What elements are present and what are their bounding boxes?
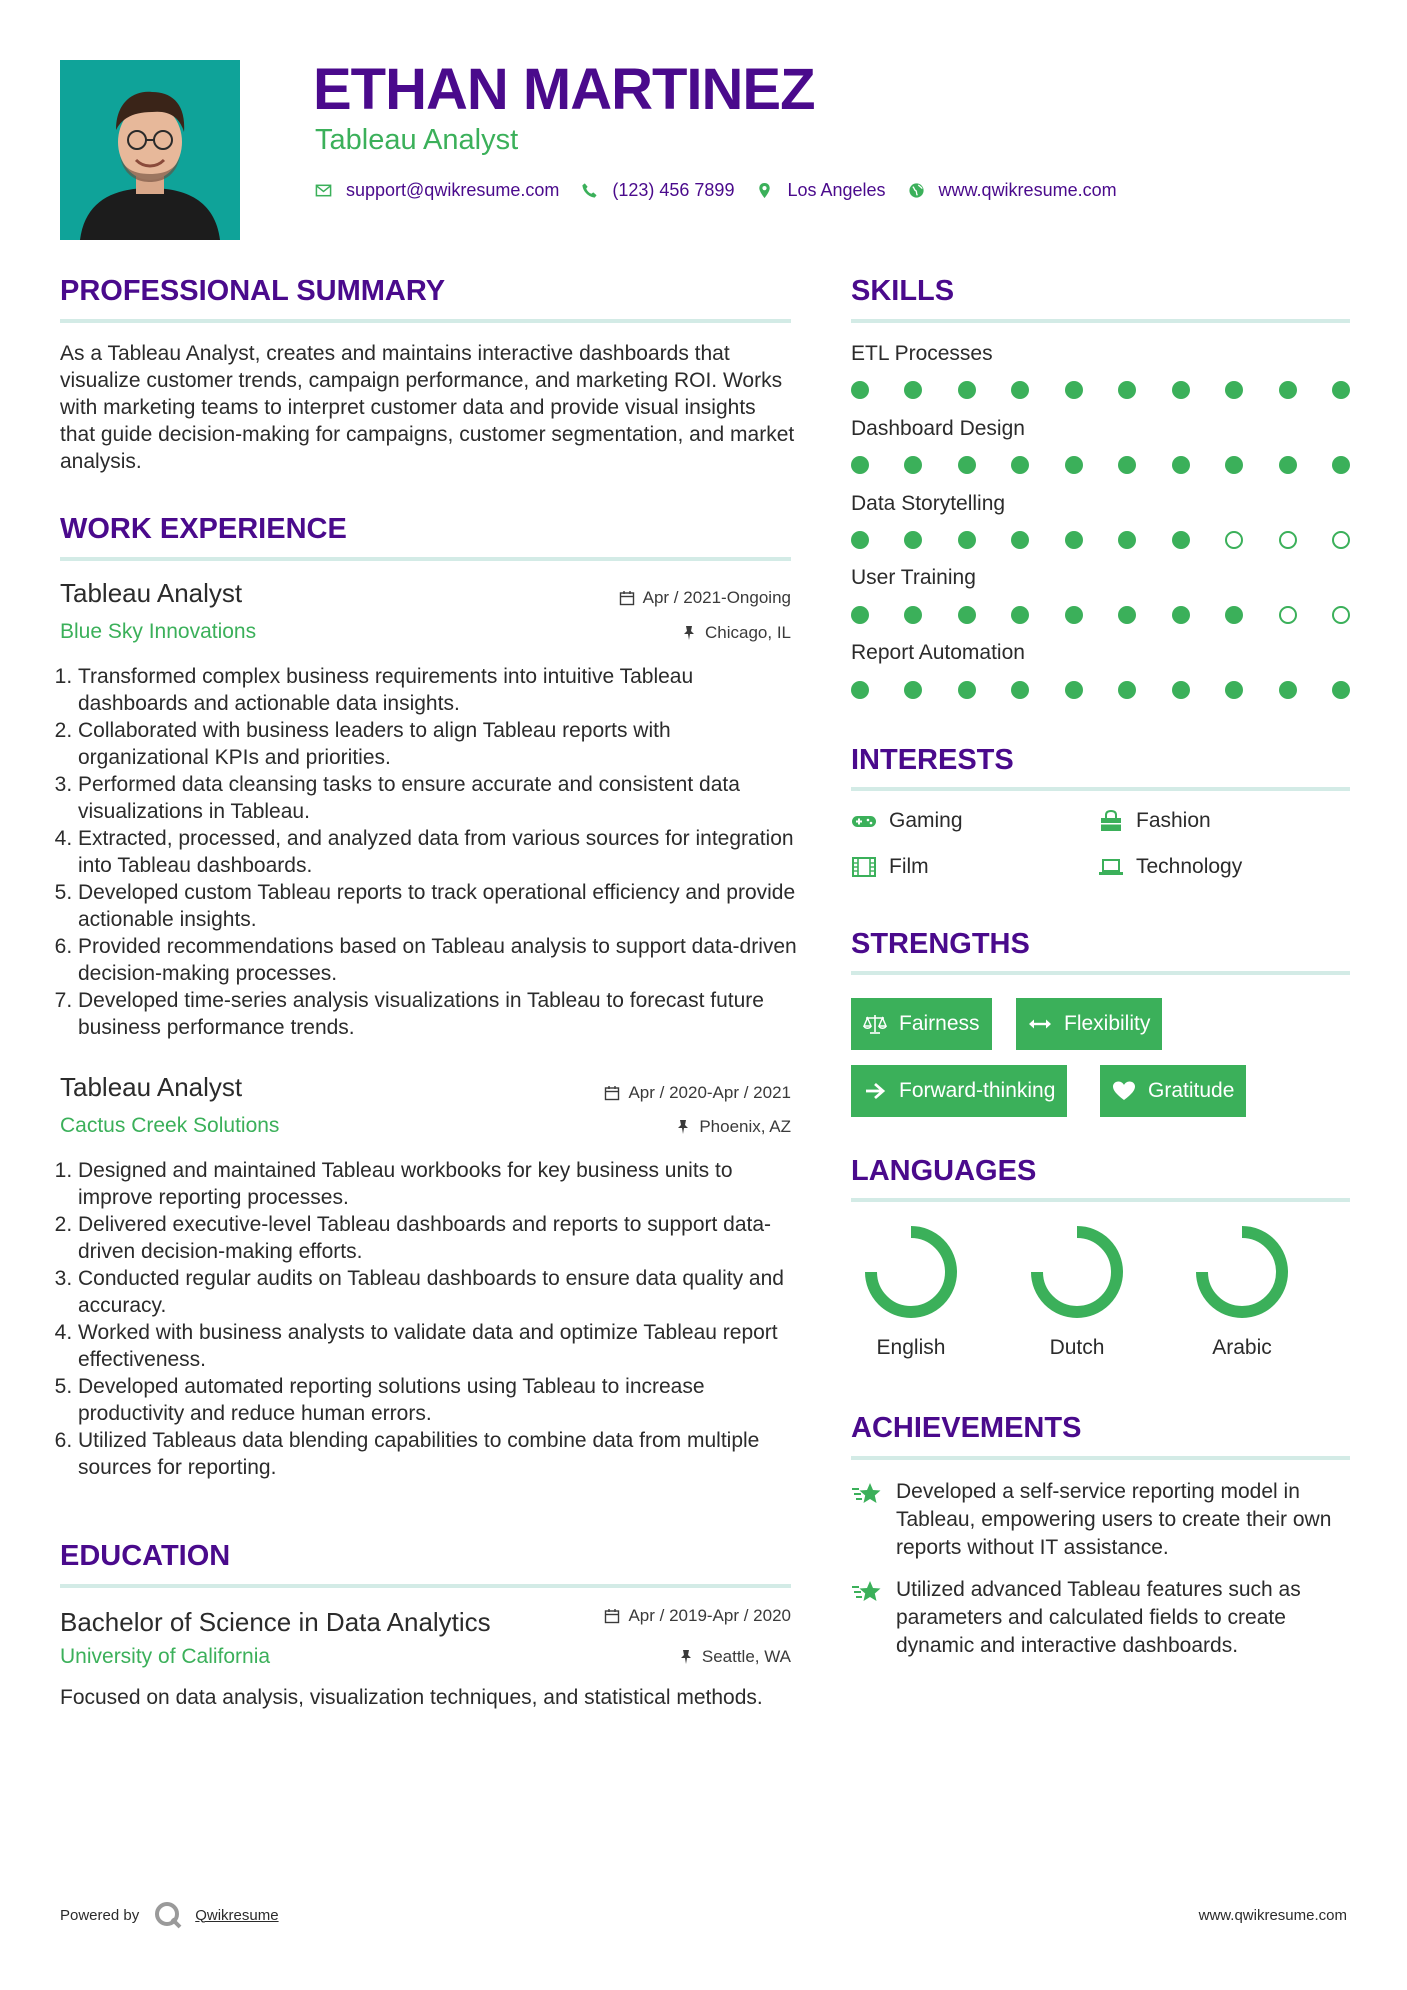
skill-dot-filled — [904, 606, 922, 624]
education-location-text: Seattle, WA — [701, 1647, 791, 1666]
experience-heading: WORK EXPERIENCE — [60, 513, 347, 545]
language-name: Arabic — [1212, 1336, 1272, 1359]
skill-dot-filled — [1011, 681, 1029, 699]
job-1-location — [681, 623, 791, 643]
education-description: Focused on data analysis, visualization techniques, and statistical methods. — [60, 1686, 763, 1709]
skill-dot-filled — [1011, 381, 1029, 399]
language-english — [851, 1223, 971, 1360]
globe-icon — [908, 182, 925, 199]
list-item: 3. Conducted regular audits on Tableau dashboards to ensure data quality and accuracy. — [78, 1265, 798, 1319]
skill-dot-filled — [1065, 531, 1083, 549]
phone-text: (123) 456 7899 — [612, 179, 735, 200]
skill-3-rating — [851, 531, 1350, 551]
star-icon — [851, 1480, 883, 1508]
achievement-text: Utilized advanced Tableau features such as parameters and calculated fields to create dynamic and interactive dashboards. — [896, 1578, 1301, 1657]
list-item: 6. Utilized Tableaus data blending capabilities to combine data from multiple sources for reporting. — [78, 1427, 798, 1481]
proficiency-ring — [1193, 1223, 1291, 1321]
skill-dot-empty — [1332, 606, 1350, 624]
film-icon — [851, 856, 877, 878]
skill-dot-filled — [1172, 381, 1190, 399]
list-item: 6. Provided recommendations based on Tableau analysis to support data-driven decision-making processes. — [78, 933, 798, 987]
skill-dot-filled — [851, 456, 869, 474]
interest-technology — [1098, 855, 1242, 879]
list-item: 5. Developed automated reporting solutions using Tableau to increase productivity and reduce human errors. — [78, 1373, 798, 1427]
interest-label: Fashion — [1136, 809, 1211, 832]
pin-icon — [681, 625, 697, 641]
shopping-bag-icon — [1098, 810, 1124, 832]
skill-dot-filled — [1011, 606, 1029, 624]
skill-5-name: Report Automation — [851, 641, 1025, 664]
skill-dot-filled — [851, 381, 869, 399]
job-2-location — [675, 1117, 791, 1137]
skill-dot-filled — [851, 531, 869, 549]
profile-photo — [60, 60, 240, 240]
skill-dot-filled — [851, 606, 869, 624]
skill-dot-filled — [1332, 681, 1350, 699]
footer-website[interactable]: www.qwikresume.com — [1198, 1907, 1347, 1924]
skill-dot-filled — [1011, 456, 1029, 474]
gamepad-icon — [851, 810, 877, 832]
arrow-right-icon — [863, 1080, 887, 1102]
website-text: www.qwikresume.com — [938, 179, 1117, 200]
skill-dot-filled — [1118, 456, 1136, 474]
interest-label: Technology — [1136, 855, 1243, 878]
job-1-company: Blue Sky Innovations — [60, 620, 257, 643]
achievement-text: Developed a self-service reporting model in Tableau, empowering users to create their own reports without IT assistance. — [896, 1480, 1332, 1559]
education-divider — [60, 1584, 791, 1588]
skill-dot-filled — [1118, 681, 1136, 699]
skill-dot-filled — [904, 681, 922, 699]
experience-divider — [60, 557, 791, 561]
language-name: Dutch — [1049, 1336, 1105, 1359]
job-2-dates — [604, 1083, 791, 1103]
skill-dot-filled — [1172, 681, 1190, 699]
heart-icon — [1112, 1080, 1136, 1102]
skill-dot-filled — [1279, 681, 1297, 699]
pin-icon — [678, 1649, 694, 1665]
list-item: 1. Designed and maintained Tableau workbooks for key business units to improve reporting processes. — [78, 1157, 798, 1211]
skill-dot-filled — [1279, 456, 1297, 474]
qwikresume-link[interactable]: Qwikresume — [195, 1906, 279, 1924]
laptop-icon — [1098, 856, 1124, 878]
skill-dot-filled — [1172, 606, 1190, 624]
list-item: 3. Performed data cleansing tasks to ensure accurate and consistent data visualizations in Tableau. — [78, 771, 798, 825]
language-name: English — [876, 1336, 946, 1359]
list-item: 4. Worked with business analysts to validate data and optimize Tableau report effectiveness. — [78, 1319, 798, 1373]
interest-label: Gaming — [889, 809, 963, 832]
candidate-name: ETHAN MARTINEZ — [313, 57, 815, 122]
skill-dot-empty — [1225, 531, 1243, 549]
skill-dot-filled — [1118, 531, 1136, 549]
skill-dot-empty — [1332, 531, 1350, 549]
skill-dot-filled — [904, 381, 922, 399]
strength-forward-thinking — [851, 1065, 1067, 1117]
strength-label: Flexibility — [1064, 1012, 1151, 1035]
skill-dot-filled — [1279, 381, 1297, 399]
qwikresume-logo-icon — [153, 1900, 183, 1930]
skill-dot-filled — [1118, 606, 1136, 624]
strengths-heading: STRENGTHS — [851, 928, 1030, 960]
envelope-icon — [315, 182, 332, 199]
summary-text: As a Tableau Analyst, creates and maintains interactive dashboards that visualize customer trends, campaign performance, and marketing ROI. Works with marketing teams to interpret customer data and provide visual insights that guide decision-making for campaigns, customer segmentation, and market analysis. — [60, 342, 795, 473]
achievements-heading: ACHIEVEMENTS — [851, 1412, 1082, 1444]
strength-label: Gratitude — [1148, 1079, 1235, 1102]
education-location — [678, 1647, 791, 1667]
contact-location — [756, 180, 885, 201]
list-item: 1. Transformed complex business requirements into intuitive Tableau dashboards and actionable data insights. — [78, 663, 798, 717]
skill-dot-filled — [1332, 381, 1350, 399]
job-1-dates — [619, 588, 791, 608]
strength-flexibility — [1016, 998, 1162, 1050]
contact-bar — [315, 178, 1139, 202]
list-item: 2. Delivered executive-level Tableau dashboards and reports to support data-driven decision-making efforts. — [78, 1211, 798, 1265]
star-icon — [851, 1578, 883, 1606]
skill-2-name: Dashboard Design — [851, 417, 1025, 440]
skill-dot-filled — [1065, 456, 1083, 474]
skill-dot-filled — [958, 381, 976, 399]
proficiency-arc — [1202, 1232, 1282, 1312]
skill-dot-filled — [958, 681, 976, 699]
skill-dot-filled — [1225, 606, 1243, 624]
skill-4-rating — [851, 606, 1350, 626]
powered-by-text: Powered by — [60, 1906, 140, 1924]
skill-4-name: User Training — [851, 566, 976, 589]
skill-dot-filled — [1225, 381, 1243, 399]
skills-divider — [851, 319, 1350, 323]
skill-1-rating — [851, 381, 1350, 401]
email-text: support@qwikresume.com — [346, 179, 560, 200]
languages-divider — [851, 1198, 1350, 1202]
job-1-dates-text: Apr / 2021-Ongoing — [642, 588, 791, 607]
achievements-divider — [851, 1456, 1350, 1460]
proficiency-arc — [871, 1232, 951, 1312]
achievement-2 — [851, 1576, 1351, 1660]
skill-5-rating — [851, 681, 1350, 701]
list-item: 7. Developed time-series analysis visualizations in Tableau to forecast future business performance trends. — [78, 987, 798, 1041]
skill-dot-filled — [958, 606, 976, 624]
list-item: 2. Collaborated with business leaders to align Tableau reports with organizational KPIs and priorities. — [78, 717, 798, 771]
proficiency-ring — [862, 1223, 960, 1321]
interest-label: Film — [889, 855, 929, 878]
education-dates — [604, 1606, 791, 1626]
list-item: 4. Extracted, processed, and analyzed data from various sources for integration into Tableau dashboards. — [78, 825, 798, 879]
contact-email[interactable] — [315, 180, 559, 201]
skill-dot-filled — [1065, 681, 1083, 699]
summary-divider — [60, 319, 791, 323]
job-2-company: Cactus Creek Solutions — [60, 1114, 280, 1137]
calendar-icon — [619, 590, 635, 606]
contact-phone[interactable] — [581, 180, 734, 201]
interest-fashion — [1098, 809, 1211, 833]
location-text: Los Angeles — [787, 179, 886, 200]
language-arabic — [1182, 1223, 1302, 1360]
job-2-dates-text: Apr / 2020-Apr / 2021 — [628, 1083, 791, 1102]
achievement-1 — [851, 1478, 1351, 1562]
skill-3-name: Data Storytelling — [851, 492, 1006, 515]
skill-dot-filled — [1172, 456, 1190, 474]
proficiency-ring — [1028, 1223, 1126, 1321]
skill-dot-filled — [851, 681, 869, 699]
interest-gaming — [851, 809, 963, 833]
language-dutch — [1017, 1223, 1137, 1360]
skill-dot-filled — [958, 531, 976, 549]
degree-title: Bachelor of Science in Data Analytics — [60, 1607, 491, 1637]
education-dates-text: Apr / 2019-Apr / 2020 — [628, 1606, 791, 1625]
skill-dot-filled — [1065, 381, 1083, 399]
job-1-title: Tableau Analyst — [60, 578, 243, 608]
strength-fairness — [851, 998, 992, 1050]
school-name: University of California — [60, 1645, 271, 1668]
strength-label: Forward-thinking — [899, 1079, 1056, 1102]
job-2-responsibilities — [60, 1157, 798, 1481]
skill-dot-filled — [1065, 606, 1083, 624]
job-2-location-text: Phoenix, AZ — [699, 1117, 791, 1136]
strength-gratitude — [1100, 1065, 1246, 1117]
skill-dot-filled — [1118, 381, 1136, 399]
calendar-icon — [604, 1608, 620, 1624]
languages-heading: LANGUAGES — [851, 1155, 1037, 1187]
contact-website[interactable] — [908, 180, 1117, 201]
arrows-horizontal-icon — [1028, 1013, 1052, 1035]
list-item: 5. Developed custom Tableau reports to track operational efficiency and provide actionable insights. — [78, 879, 798, 933]
skill-dot-empty — [1279, 531, 1297, 549]
skill-dot-filled — [904, 456, 922, 474]
skill-dot-filled — [958, 456, 976, 474]
map-marker-icon — [756, 182, 773, 199]
skill-dot-filled — [904, 531, 922, 549]
skill-dot-filled — [1332, 456, 1350, 474]
pin-icon — [675, 1119, 691, 1135]
job-1-responsibilities — [60, 663, 798, 1041]
interests-divider — [851, 787, 1350, 791]
education-heading: EDUCATION — [60, 1540, 231, 1572]
summary-heading: PROFESSIONAL SUMMARY — [60, 275, 446, 307]
footer-powered-by — [60, 1900, 279, 1930]
job-2-title: Tableau Analyst — [60, 1072, 243, 1102]
skill-dot-filled — [1225, 456, 1243, 474]
skills-heading: SKILLS — [851, 275, 955, 307]
calendar-icon — [604, 1085, 620, 1101]
skill-dot-filled — [1172, 531, 1190, 549]
skill-dot-filled — [1225, 681, 1243, 699]
job-1-location-text: Chicago, IL — [705, 623, 791, 642]
skill-dot-filled — [1011, 531, 1029, 549]
phone-icon — [581, 182, 598, 199]
skill-dot-empty — [1279, 606, 1297, 624]
strengths-divider — [851, 971, 1350, 975]
interest-film — [851, 855, 929, 879]
skill-1-name: ETL Processes — [851, 342, 993, 365]
interests-heading: INTERESTS — [851, 744, 1014, 776]
balance-scale-icon — [863, 1013, 887, 1035]
proficiency-arc — [1037, 1232, 1117, 1312]
strength-label: Fairness — [899, 1012, 980, 1035]
skill-2-rating — [851, 456, 1350, 476]
candidate-title: Tableau Analyst — [315, 124, 519, 156]
